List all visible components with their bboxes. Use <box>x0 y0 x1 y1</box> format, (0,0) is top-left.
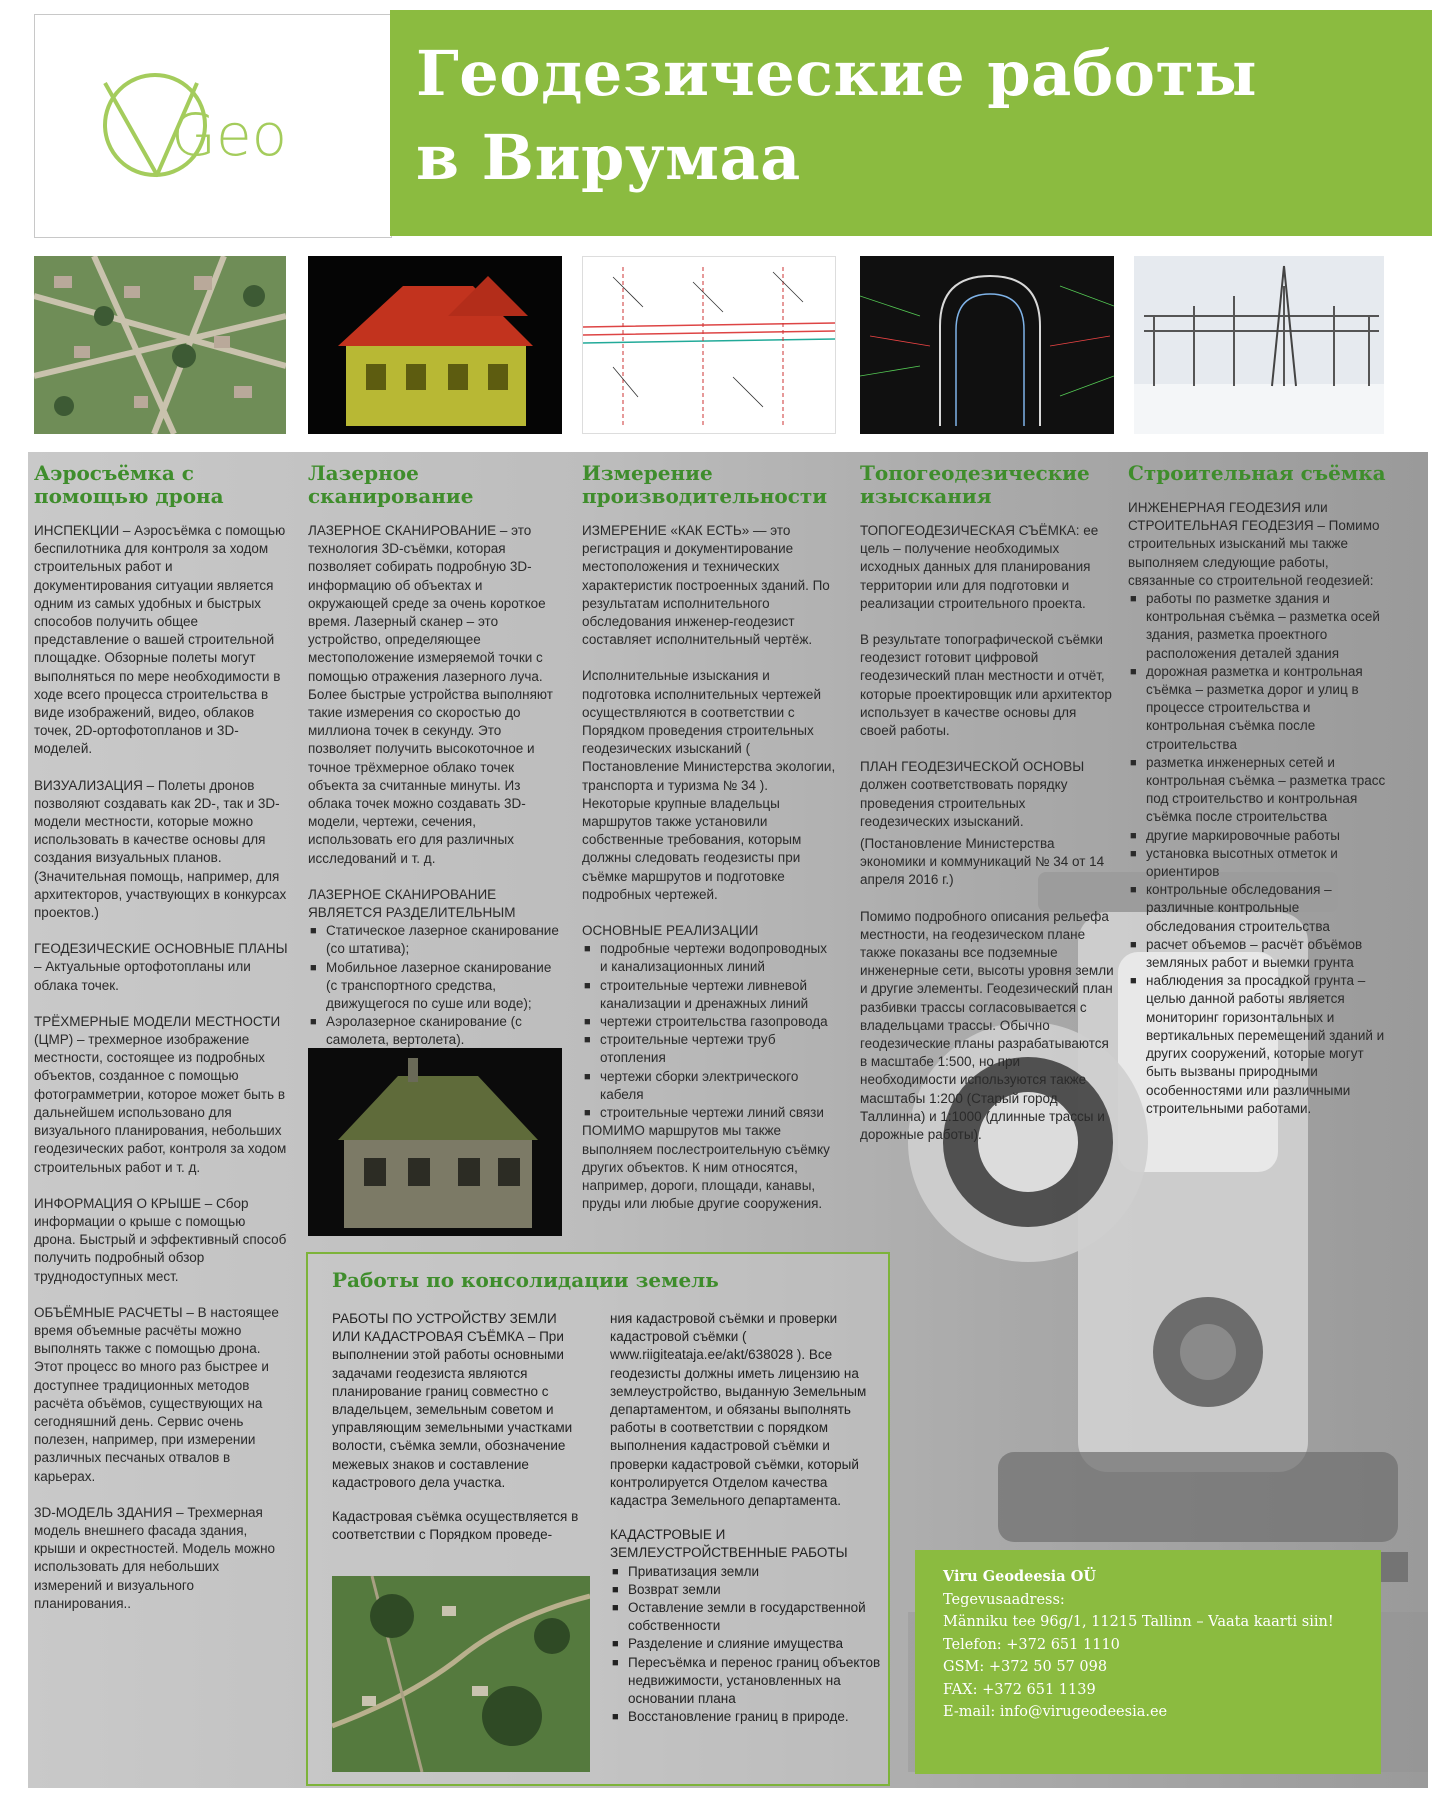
title-line-1: Геодезические работы <box>416 37 1258 110</box>
laser-heading: Лазерное сканирование <box>308 461 474 508</box>
consolidation-paragraph: Кадастровая съёмка осуществляется в соответствии с Порядком проведе- <box>332 1509 579 1543</box>
measure-paragraph: Исполнительные изыскания и подготовка исполнительных чертежей осуществляются в соответствии с Порядком проведения строительных геодезических изысканий ( Постановление Министерства экологии, транспорта и туризма № 34 ). Некоторые крупные владельцы маршрутов также установили собственные требования, которым должны следовать геодезисты при съёмке маршрутов и подготовке подробных чертежей. <box>582 668 836 902</box>
substation-photo <box>1134 256 1384 434</box>
address-link[interactable]: Männiku tee 96g/1, 11215 Tallinn – Vaata kaarti siin! <box>943 1614 1334 1630</box>
laser-paragraph: ЛАЗЕРНОЕ СКАНИРОВАНИЕ ЯВЛЯЕТСЯ РАЗДЕЛИТЕЛЬНЫМ <box>308 886 516 921</box>
column-measure <box>582 462 838 1231</box>
list-item: ■ Разделение и слияние имущества <box>610 1635 882 1653</box>
measure-paragraph: ИЗМЕРЕНИЕ «КАК ЕСТЬ» — это регистрация и документирование местоположения и технических характеристик построенных зданий. По результатам исполнительного обследования инженер-геодезист составляет исполнительный чертёж. <box>582 523 830 648</box>
measure-closing: ПОМИМО маршрутов мы также выполняем послестроительную съёмку других объектов. К ним относятся, например, дороги, площади, канавы, пруды или любые другие сооружения. <box>582 1123 830 1212</box>
consolidation-paragraph: КАДАСТРОВЫЕ И ЗЕМЛЕУСТРОЙСТВЕННЫЕ РАБОТЫ <box>610 1527 848 1561</box>
list-item: ■ Оставление земли в государственной собственности <box>610 1599 882 1635</box>
consolidation-right-column <box>610 1310 882 1726</box>
topo-paragraph: ПЛАН ГЕОДЕЗИЧЕСКОЙ ОСНОВЫ должен соответствовать порядку проведения строительных геодезических изысканий. <box>860 759 1085 829</box>
list-item: ■ дорожная разметка и контрольная съёмка – разметка дорог и улиц в процессе строительства и контрольная съёмка после строительства <box>1128 663 1386 754</box>
aerial-photo-icon <box>34 256 286 434</box>
substation-photo-icon <box>1134 256 1384 434</box>
fax: FAX: +372 651 1139 <box>943 1681 1096 1698</box>
measure-paragraph: ОСНОВНЫЕ РЕАЛИЗАЦИИ <box>582 923 759 939</box>
list-item: ■ установка высотных отметок и ориентиров <box>1128 845 1386 881</box>
drawing-plan-icon <box>583 257 835 433</box>
column-laser <box>308 462 562 1050</box>
laser-scan-photo <box>308 256 562 434</box>
list-item: ■ Возврат земли <box>610 1581 882 1599</box>
list-item: ■ наблюдения за просадкой грунта – целью данной работы является мониторинг горизонтальных и вертикальных перемещений зданий и других сооружений, которые могут быть вызваны природными особенностями или различными строительными работами. <box>1128 972 1386 1118</box>
list-item: ■ подробные чертежи водопроводных и канализационных линий <box>582 940 838 976</box>
drone-paragraph: ИНФОРМАЦИЯ О КРЫШЕ – Сбор информации о крыше с помощью дрона. Быстрый и эффективный способ получить подробный обзор труднодоступных мест. <box>34 1195 287 1284</box>
address-label: Tegevusaadress: <box>943 1591 1065 1608</box>
list-item: ■ другие маркировочные работы <box>1128 827 1386 845</box>
drone-heading: Аэросъёмка с помощью дрона <box>34 461 224 508</box>
email-link[interactable]: E-mail: info@virugeodeesia.ee <box>943 1704 1168 1720</box>
build-heading: Строительная съёмка <box>1128 461 1386 485</box>
consolidation-paragraph: РАБОТЫ ПО УСТРОЙСТВУ ЗЕМЛИ ИЛИ КАДАСТРОВАЯ СЪЁМКА – При выполнении этой работы основными задачами геодезиста являются планирование границ совместно с владельцем, земельным советом и управляющим земельными участками волости, съёмка земли, обозначение межевых знаков и составление кадастрового дела участка. <box>332 1311 573 1490</box>
topo-paragraph: В результате топографической съёмки геодезист готовит цифровой геодезический план местности и отчёт, которые проектировщик или архитектор использует в качестве основы для своей работы. <box>860 632 1112 739</box>
laser-paragraph: ЛАЗЕРНОЕ СКАНИРОВАНИЕ – это технология 3D-съёмки, которая позволяет собирать подробную 3D-информацию об объектах и окружающей среде за очень короткое время. Лазерный сканер – это устройство, определяющее местоположение измеряемой точки с помощью отражения лазерного луча. Более быстрые устройства выполняют такие измерения со скоростью до миллиона точек в секунду. Это позволяет получить высокоточное и точное трёхмерное облако точек объекта за считанные минуты. Из облака точек можно создавать 3D-модели, чертежи, сечения, использовать его для различных исследований и т. д. <box>308 523 553 866</box>
cadastral-aerial-icon <box>332 1576 590 1772</box>
list-item: ■ Аэролазерное сканирование (с самолета, вертолета). <box>308 1013 562 1049</box>
column-topo <box>860 462 1114 1162</box>
column-build <box>1128 462 1386 1118</box>
contact-box <box>915 1550 1381 1774</box>
build-paragraph: ИНЖЕНЕРНАЯ ГЕОДЕЗИЯ или СТРОИТЕЛЬНАЯ ГЕОДЕЗИЯ – Помимо строительных изысканий мы также выполняем следующие работы, связанные со строительной геодезией: <box>1128 500 1380 588</box>
drone-paragraph: ТРЁХМЕРНЫЕ МОДЕЛИ МЕСТНОСТИ (ЦМР) – трехмерное изображение местности, состоящее из подробных объектов, созданное с помощью фотограмметрии, которое может быть в дальнейшем использовано для визуального планирования, небольших геодезических работ, контроля за ходом строительных работ и т. д. <box>34 1013 287 1175</box>
list-item: ■ Мобильное лазерное сканирование (с транспортного средства, движущегося по суше или воде); <box>308 959 562 1014</box>
list-item: ■ контрольные обследования – различные контрольные обследования строительства <box>1128 881 1386 936</box>
build-list <box>1128 590 1386 1118</box>
measure-heading: Измерение производительности <box>582 461 828 508</box>
list-item: ■ строительные чертежи труб отопления <box>582 1031 838 1067</box>
list-item: ■ Восстановление границ в природе. <box>610 1708 882 1726</box>
drone-paragraph: ИНСПЕКЦИИ – Аэросъёмка с помощью беспилотника для контроля за ходом строительных работ и документирования ситуации является одним из самых удобных и быстрых способов получить общее представление о вашей строительной площадке. Обзорные полеты могут выполняться по мере необходимости в ходе всего процесса строительства в виде изображений, видео, облаков точек, 2D-ортофотопланов и 3D-моделей. <box>34 523 286 757</box>
scanned-house-image <box>308 1048 562 1236</box>
consolidation-paragraph: ния кадастровой съёмки и проверки кадастровой съёмки ( www.riigiteataja.ee/akt/638028 ). Все геодезисты должны иметь лицензию на землеустройство, выданную Земельным департаментом, и обязаны выполнять работы в соответствии с порядком выполнения кадастровой съёмки и проверки кадастровой съёмки, который контролируется Отделом качества кадастра Земельного департамента. <box>610 1311 867 1509</box>
title-line-2: в Вирумаа <box>416 121 801 194</box>
list-item: ■ строительные чертежи ливневой канализации и дренажных линий <box>582 977 838 1013</box>
consolidation-box <box>306 1252 890 1786</box>
list-item: ■ чертежи строительства газопровода <box>582 1013 838 1031</box>
topo-heading: Топогеодезические изыскания <box>860 461 1090 508</box>
title-banner <box>390 10 1432 236</box>
topo-paragraph: ТОПОГЕОДЕЗИЧЕСКАЯ СЪЁМКА: ее цель – получение необходимых исходных данных для планирования территории или для подготовки и реализации строительного проекта. <box>860 523 1099 611</box>
aerial-photo <box>34 256 286 434</box>
list-item: ■ расчет объемов – расчёт объёмов земляных работ и выемки грунта <box>1128 936 1386 972</box>
consolidation-list <box>610 1563 882 1727</box>
consolidation-heading: Работы по консолидации земель <box>332 1268 719 1292</box>
list-item: ■ Статическое лазерное сканирование (со штатива); <box>308 922 562 958</box>
list-item: ■ Пересъёмка и перенос границ объектов недвижимости, установленных на основании плана <box>610 1654 882 1709</box>
drone-paragraph: ВИЗУАЛИЗАЦИЯ – Полеты дронов позволяют создавать как 2D-, так и 3D-модели местности, которые можно использовать в качестве основы для создания визуальных планов. (Значительная помощь, например, для архитекторов, участвующих в конкурсах проектов.) <box>34 777 287 921</box>
list-item: ■ Приватизация земли <box>610 1563 882 1581</box>
gsm: GSM: +372 50 57 098 <box>943 1659 1108 1675</box>
logo-box <box>34 14 392 238</box>
laser-scan-house-icon <box>308 256 562 434</box>
topo-paragraph: Помимо подробного описания рельефа местности, на геодезическом плане также показаны все подземные инженерные сети, высоты уровня земли и другие элементы. Геодезический план разбивки трассы согласовывается с владельцами трассы. Обычно геодезические планы разрабатываются в масштабе 1:500, но при необходимости используются также масштабы 1:200 (Старый город Таллинна) и 1:1000 (длинные трассы и дорожные работы). <box>860 908 1114 1143</box>
list-item: ■ строительные чертежи линий связи <box>582 1104 838 1122</box>
cadastral-aerial-image <box>332 1576 590 1772</box>
list-item: ■ чертежи сборки электрического кабеля <box>582 1068 838 1104</box>
drone-paragraph: ОБЪЁМНЫЕ РАСЧЕТЫ – В настоящее время объемные расчёты можно выполнять также с помощью дрона. Этот процесс во много раз быстрее и доступнее традиционных методов расчёта объёмов, существующих на сегодняшний день. Сервис очень полезен, например, при измерении различных песчаных отвалов в карьерах. <box>34 1304 279 1484</box>
drawing-photo <box>582 256 836 434</box>
phone: Telefon: +372 651 1110 <box>943 1636 1120 1653</box>
page-title <box>416 32 1257 200</box>
measure-list <box>582 940 838 1122</box>
company-name: Viru Geodeesia OÜ <box>943 1568 1096 1585</box>
list-item: ■ работы по разметке здания и контрольная съёмка – разметка осей здания, разметка проектного расположения деталей здания <box>1128 590 1386 663</box>
column-drone <box>34 462 290 1631</box>
laser-list <box>308 922 562 1049</box>
logo-text: Geo <box>171 101 288 169</box>
drone-paragraph: 3D-МОДЕЛЬ ЗДАНИЯ – Трехмерная модель внешнего фасада здания, крыши и окрестностей. Модель можно использовать для небольших измерений и визуального планирования.. <box>34 1504 276 1611</box>
list-item: ■ разметка инженерных сетей и контрольная съёмка – разметка трасс под строительство и контрольная съёмка после строительства <box>1128 754 1386 827</box>
topo-paragraph: (Постановление Министерства экономики и коммуникаций № 34 от 14 апреля 2016 г.) <box>860 836 1105 888</box>
drone-paragraph: ГЕОДЕЗИЧЕСКИЕ ОСНОВНЫЕ ПЛАНЫ – Актуальные ортофотопланы или облака точек. <box>34 941 288 993</box>
topographic-photo <box>860 256 1114 434</box>
consolidation-left-column <box>332 1310 588 1560</box>
scanned-house-icon <box>308 1048 562 1236</box>
topographic-map-icon <box>860 256 1114 434</box>
